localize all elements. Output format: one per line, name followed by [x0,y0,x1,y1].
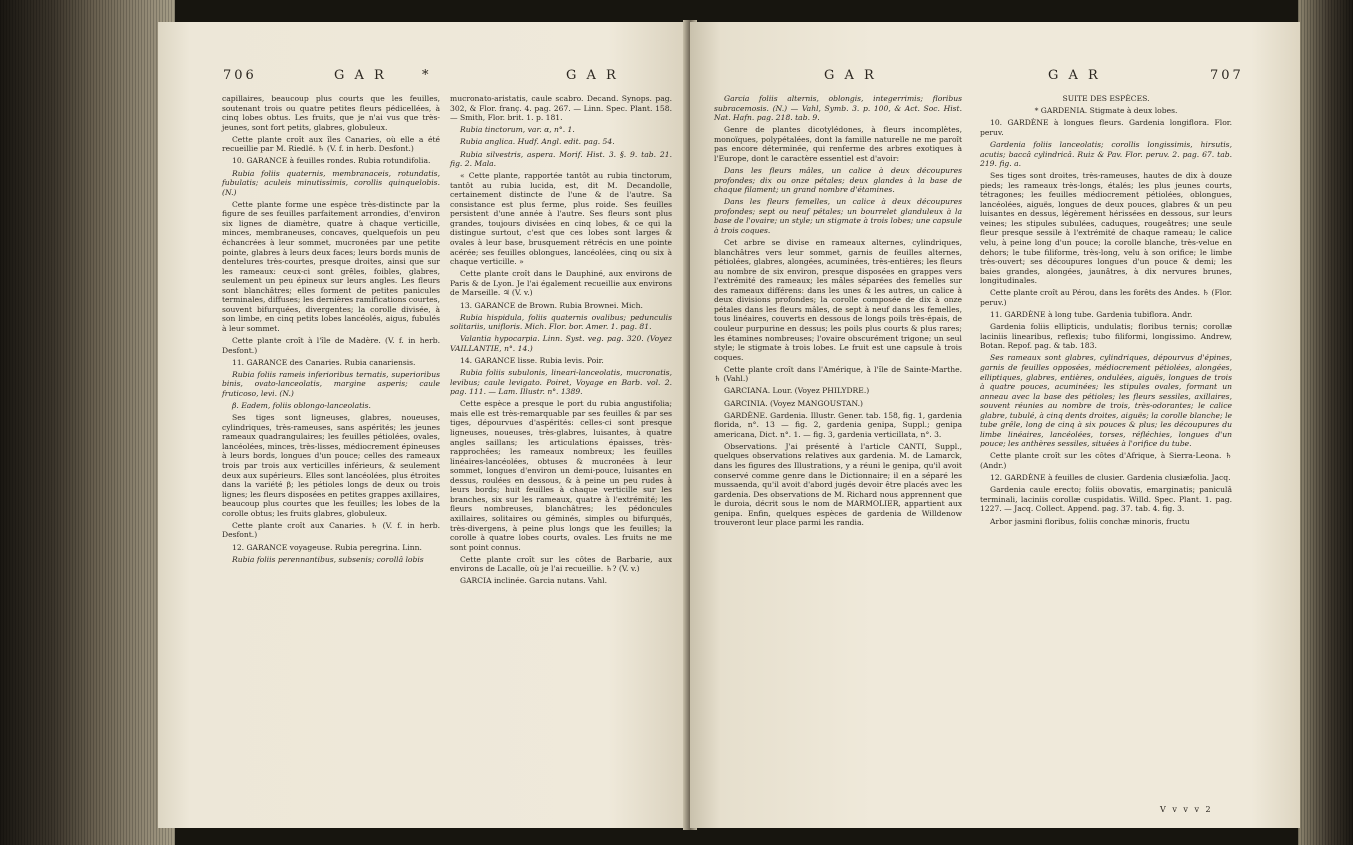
right-page-column-2 [980,94,1232,529]
paragraph: Ses tiges sont droites, très-rameuses, hautes de dix à douze pieds; les rameaux très-longs, étalés; les plus jeunes courts, tétragones; les feuilles médiocrement pétiolées, oblongues, lancéolées, aiguës, longues de deux pouces, glabres & un peu luisantes en dessus, légèrement hérissées en dessous, sur leurs veines; les stipules subulées, caduques, rougeâtres; une seule fleur presque sessile à l'extrémité de chaque rameau; le calice velu, à peine long d'un pouce; la corolle blanche, très-velue en dehors; le tube filiforme, très-long, velu à son orifice; le limbe très-ouvert; ses découpures longues d'un pouce & demi; les baies grandes, alongées, jaunâtres, à dix nervures brunes, longitudinales. [980,171,1232,286]
left-page [158,22,688,828]
paragraph: Cette plante croît dans le Dauphiné, aux environs de Paris & de Lyon. Je l'ai également recueillie aux environs de Marseille. ♃ (V. v.) [450,269,672,298]
paragraph: Cette plante croît sur les côtes de Barbarie, aux environs de Lacalle, où je l'ai recueillie. ♄? (V. v.) [450,554,672,574]
page-number-left: 706 [223,68,257,83]
running-head-right-col1: G A R [824,68,877,83]
paragraph: Observations. J'ai présenté à l'article CANTI, Suppl., quelques observations relatives aux gardenia. M. de Lamarck, dans les figures des Illustrations, y a réuni le genipa, qu'il avoit conservé comme genre dans le Dictionnaire; il en a séparé les mussaenda, qu'il avoit d'abord jugés devoir être placés avec les gardenia. Des observations de M. Richard nous apprennent que le duroia, décrit sous le nom de MARMOLIER, appartient aux genipa. Enfin, quelques espèces de gardenia de Willdenow trouveront leur place parmi les randia. [714,441,962,528]
paragraph: Gardenia foliis ellipticis, undulatis; floribus ternis; corollæ laciniis linearibus, reflexis; tubo filiformi, longissimo. Andrew, Botan. Repof. pag. & tab. 183. [980,322,1232,351]
page-number-right: 707 [1210,68,1244,83]
paragraph: β. Eadem, foliis oblongo-lanceolatis. [232,401,371,411]
paragraph: Rubia foliis quaternis, membranaceis, rotundatis, fubulatis; aculeis minutissimis, corollis quinquelobis. (N.) [222,168,440,197]
paragraph: Cette plante croît sur les côtes d'Afrique, à Sierra-Leona. ♄ (Andr.) [980,451,1232,471]
left-page-column-2 [450,94,672,589]
paragraph: GARCIANA. Lour. (Voyez PHILYDRE.) [724,386,870,396]
paragraph: SUITE DES ESPÈCES. [1062,94,1150,103]
paragraph: capillaires, beaucoup plus courts que les feuilles, soutenant trois ou quatre petites fleurs pédicellées, à cinq lobes obtus. Les fruits, que je n'ai vus que très-jeunes, sont fort petits, glabres, globuleux. [222,94,440,132]
running-head-left-col2: G A R [566,68,619,83]
paragraph: Arbor jasmini floribus, foliis conchæ minoris, fructu [990,516,1190,526]
paragraph: Cette espèce a presque le port du rubia angustifolia; mais elle est très-remarquable par ses feuilles & par ses tiges, dépourvues d'aspérités: celles-ci sont presque ligneuses, noueuses, très-glabres, luisantes, à quatre angles saillans; les articulations épaisses, très-rapprochées; les rameaux nombreux; les feuilles linéaires-lancéolées, obtuses & mucronées à leur sommet, longues d'environ un demi-pouce, luisantes en dessus, roulées en dessous, & à peine un peu rudes à leurs bords; huit feuilles à chaque verticille sur les branches, six sur les rameaux, quatre à l'extrémité; les fleurs nombreuses, blanchâtres; les pédoncules axillaires, solitaires ou géminés, simples ou bifurqués, très-divergens, à peine plus longs que les feuilles; la corolle à quatre lobes courts, ovales. Les fruits ne me sont point connus. [450,399,672,552]
paragraph: Rubia hispidula, foliis quaternis ovalibus; pedunculis solitariis, unifloris. Mich. Flor. bor. Amer. 1. pag. 81. [450,312,672,332]
paragraph: Rubia foliis subulonis, lineari-lanceolatis, mucronatis, levibus; caule levigato. Poiret, Voyage en Barb. vol. 2. pag. 111. — Lam. Illustr. n°. 1389. [450,368,672,397]
paragraph: Cette plante croît aux îles Canaries, où elle a été recueillie par M. Riedlé. ♄ (V. f. in herb. Desfont.) [222,134,440,154]
paragraph: Dans les fleurs mâles, un calice à deux découpures profondes; dix ou onze pétales; deux glandes à la base de chaque filament; un grand nombre d'étamines. [714,166,962,195]
running-head-ornament: * [422,68,432,83]
paragraph: GARCINIA. (Voyez MANGOUSTAN.) [724,398,864,408]
paragraph: GARDÈNE. Gardenia. Illustr. Gener. tab. 158, fig. 1, gardenia florida, n°. 13 — fig. 2, gardenia genipa, Suppl.; genipa americana, Dict. n°. 1. — fig. 3, gardenia verticillata, n°. 3. [714,410,962,439]
paragraph: Dans les fleurs femelles, un calice à deux découpures profondes; sept ou neuf pétales; un bourrelet glanduleux à la base de l'ovaire; un style; un stigmate à trois lobes; une capsule à trois coques. [714,197,962,235]
running-head-right-col2: G A R [1048,68,1101,83]
paragraph: Cette plante croît dans l'Amérique, à l'île de Sainte-Marthe. ♄ (Vahl.) [714,364,962,384]
paragraph: Cette plante croît à l'île de Madère. (V. f. in herb. Desfont.) [222,336,440,355]
paragraph: Cette plante croît au Pérou, dans les forêts des Andes. ♄ (Flor. peruv.) [980,288,1232,307]
paragraph: Ses rameaux sont glabres, cylindriques, dépourvus d'épines, garnis de feuilles opposées, médiocrement pétiolées, alongées, elliptiques, glabres, entières, ondulées, aiguës, longues de trois à quatre pouces, acuminées; les stipules ovales, formant un anneau avec la base des pétioles; les fleurs sessiles, axillaires, souvent réunies au nombre de trois, très-odorantes; le calice glabre, tubulé, à cinq dents droites, aiguës; la corolle blanche; le tube grêle, long de cinq à six pouces & plus; les découpures du limbe linéaires, lancéolées, torses, réfléchies, longues d'un pouce; les anthères sessiles, situées à l'orifice du tube. [980,353,1232,449]
paragraph: 11. GARANCE des Canaries. Rubia canariensis. [232,357,416,367]
paragraph: 10. GARDÈNE à longues fleurs. Gardenia longiflora. Flor. peruv. [980,118,1232,137]
paragraph: 10. GARANCE à feuilles rondes. Rubia rotundifolia. [232,156,431,166]
paragraph: Cette plante croît aux Canaries. ♄ (V. f. in herb. Desfont.) [222,520,440,540]
running-head-left: G A R [334,68,387,83]
paragraph: Genre de plantes dicotylédones, à fleurs incomplètes, monoïques, polypétalées, dont la famille naturelle ne me paroît pas encore déterminée, qui renferme des arbres exotiques à l'Europe, dont le caractère essentiel est d'avoir: [714,125,962,163]
right-page-edge-stack [1298,0,1353,845]
paragraph: Gardenia foliis lanceolatis; corollis longissimis, hirsutis, acutis; baccâ cylindricâ. Ruiz & Pav. Flor. peruv. 2. pag. 67. tab. 219. fig. a. [980,139,1232,169]
paragraph: Gardenia caule erecto; foliis obovatis, emarginatis; paniculâ terminali, laciniis corollæ cuspidatis. Willd. Spec. Plant. 1. pag. 1227. — Jacq. Collect. Append. pag. 37. tab. 4. fig. 3. [980,485,1232,514]
paragraph: mucronato-aristatis, caule scabro. Decand. Synops. pag. 302, & Flor. franç. 4. pag. 267. — Linn. Spec. Plant. 158. — Smith, Flor. brit. 1. p. 181. [450,94,672,123]
paragraph: Rubia anglica. Hudf. Angl. edit. pag. 54. [460,137,615,147]
right-page [690,22,1300,828]
right-page-column-1 [714,94,962,530]
paragraph: Garcia foliis alternis, oblongis, integerrimis; floribus subracemosis. (N.) — Vahl, Symb. 3. p. 100, & Act. Soc. Hist. Nat. Hafn. pag. 218. tab. 9. [714,94,962,123]
left-page-column-1 [222,94,440,567]
paragraph: Valantia hypocarpia. Linn. Syst. veg. pag. 320. (Voyez VAILLANTIE, n°. 14.) [450,334,672,353]
paragraph: 12. GARANCE voyageuse. Rubia peregrina. Linn. [232,542,422,552]
paragraph: Rubia tinctorum, var. α, n°. 1. [460,125,575,135]
paragraph: 12. GARDÈNE à feuilles de clusier. Gardenia clusiæfolia. Jacq. [990,473,1231,483]
left-page-edge-stack [0,0,175,845]
paragraph: Cette plante forme une espèce très-distincte par la figure de ses feuilles parfaitement arrondies, d'environ six lignes de diamètre, quatre à chaque verticille, minces, membraneuses, concaves, quelquefois un peu échancrées à leur sommet, mucronées par une petite pointe, glabres à leurs deux faces; leurs bords munis de dentelures très-courtes, presque droites, ainsi que sur les rameaux: ceux-ci sont grêles, foibles, glabres, seulement un peu épineux sur leurs angles. Les fleurs sont blanchâtres; elles forment de petites panicules terminales, diffuses; les dernières ramifications courtes, souvent bifurquées, divergentes; la corolle divisée, à son limbe, en cinq petits lobes lancéolés, aigus, fubulés à leur sommet. [222,199,440,333]
paragraph: Rubia foliis perennantibus, subsenis; corollâ lobis [232,554,424,564]
paragraph: 13. GARANCE de Brown. Rubia Brownei. Mich. [460,300,643,310]
paragraph: Rubia silvestris, aspera. Morif. Hist. 3. §. 9. tab. 21. fig. 2. Mala. [450,149,672,169]
paragraph: * GARDENIA. Stigmate à deux lobes. [1034,106,1178,116]
paragraph: Ses tiges sont ligneuses, glabres, noueuses, cylindriques, très-rameuses, sans aspérités; les jeunes rameaux quadrangulaires; les feuilles pétiolées, ovales, lancéolées, minces, très-lisses, médiocrement épineuses à leurs bords, longues d'un pouce; celles des rameaux trois par trois aux verticilles inférieurs, & seulement deux aux supérieurs. Elles sont lancéolées, plus étroites dans la variété β; les pétioles longs de deux ou trois lignes; les fleurs disposées en petites grappes axillaires, beaucoup plus courtes que les feuilles; les lobes de la corolle obtus; les fruits glabres, globuleux. [222,413,440,518]
paragraph: 14. GARANCE lisse. Rubia levis. Poir. [460,356,604,366]
paragraph: Cet arbre se divise en rameaux alternes, cylindriques, blanchâtres vers leur sommet, garnis de feuilles alternes, pétiolées, glabres, alongées, acuminées, très-entières; les fleurs au nombre de six environ, presque disposées en grappes vers l'extrémité des rameaux; les mâles séparées des femelles sur des rameaux différens: dans les unes & les autres, un calice à deux divisions profondes; la corolle composée de dix à onze pétales dans les fleurs mâles, de sept à neuf dans les femelles, tous linéaires, couverts en dessous de longs poils très-épais, de couleur purpurine en dessus; les poils plus courts & plus rares; les étamines nombreuses; l'ovaire obscurément trigone; un seul style; le stigmate à trois lobes. Le fruit est une capsule à trois coques. [714,238,962,362]
paragraph: GARCIA inclinée. Garcia nutans. Vahl. [460,576,607,586]
paragraph: « Cette plante, rapportée tantôt au rubia tinctorum, tantôt au rubia lucida, est, dit M. Decandolle, certainement distincte de l'une & de l'autre. Sa consistance est plus ferme, plus roide. Ses feuilles persistent d'une année à l'autre. Ses fleurs sont plus grandes, toujours divisées en cinq lobes, & ce qui la distingue surtout, c'est que ces lobes sont larges & ovales à leur base, brusquement rétrécis en une pointe acérée; ses feuilles oblongues, lancéolées, cinq ou six à chaque verticille. » [450,171,672,267]
signature-mark: V v v v 2 [1160,805,1213,814]
paragraph: Rubia foliis rameis inferioribus ternatis, superioribus binis, ovato-lanceolatis, margine asperis; caule fruticoso, levi. (N.) [222,369,440,399]
paragraph: 11. GARDÈNE à long tube. Gardenia tubiflora. Andr. [990,310,1193,320]
